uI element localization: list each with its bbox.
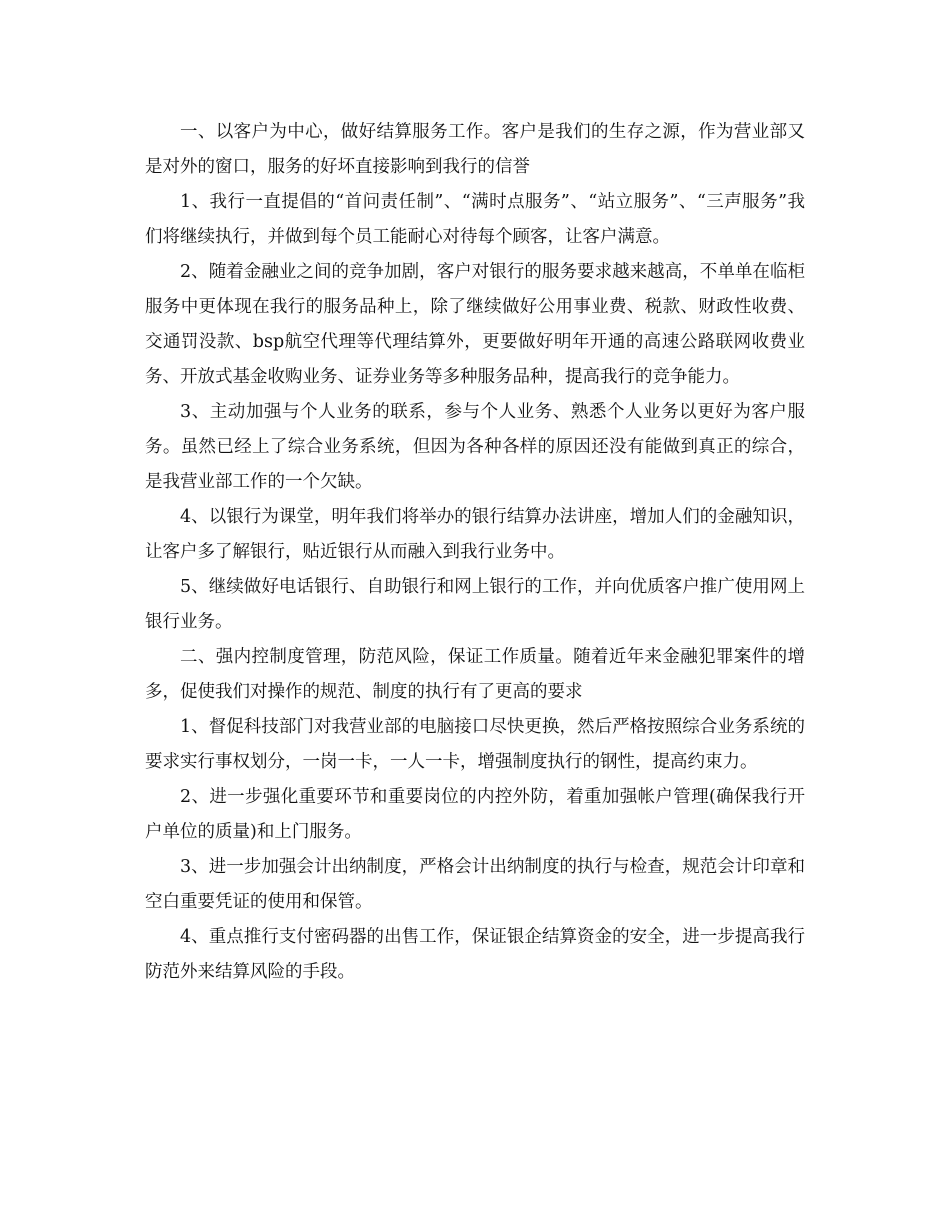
document-page xyxy=(145,115,805,990)
paragraph-item-5: 5、继续做好电话银行、自助银行和网上银行的工作，并向优质客户推广使用网上银行业务。 xyxy=(145,577,805,632)
paragraph-control-item-1: 1、督促科技部门对我营业部的电脑接口尽快更换，然后严格按照综合业务系统的要求实行事权划分，一岗一卡，一人一卡，增强制度执行的钢性，提高约束力。 xyxy=(145,717,805,772)
paragraph-item-3: 3、主动加强与个人业务的联系，参与个人业务、熟悉个人业务以更好为客户服务。虽然已经上了综合业务系统，但因为各种各样的原因还没有能做到真正的综合，是我营业部工作的一个欠缺。 xyxy=(145,402,805,492)
paragraph-item-2: 2、随着金融业之间的竞争加剧，客户对银行的服务要求越来越高，不单单在临柜服务中更体现在我行的服务品种上，除了继续做好公用事业费、税款、财政性收费、交通罚没款、bsp航空代理等代理结算外，更要做好明年开通的高速公路联网收费业务、开放式基金收购业务、证券业务等多种服务品种，提高我行的竞争能力。 xyxy=(145,262,805,387)
paragraph-item-4: 4、以银行为课堂，明年我们将举办的银行结算办法讲座，增加人们的金融知识，让客户多了解银行，贴近银行从而融入到我行业务中。 xyxy=(145,507,805,562)
paragraph-control-item-4: 4、重点推行支付密码器的出售工作，保证银企结算资金的安全，进一步提高我行防范外来结算风险的手段。 xyxy=(145,927,805,982)
section-heading-internal-control: 二、强内控制度管理，防范风险，保证工作质量。随着近年来金融犯罪案件的增多，促使我们对操作的规范、制度的执行有了更高的要求 xyxy=(145,647,805,702)
paragraph-control-item-2: 2、进一步强化重要环节和重要岗位的内控外防，着重加强帐户管理(确保我行开户单位的质量)和上门服务。 xyxy=(145,787,805,842)
section-heading-customer-service: 一、以客户为中心，做好结算服务工作。客户是我们的生存之源，作为营业部又是对外的窗口，服务的好坏直接影响到我行的信誉 xyxy=(145,122,805,177)
paragraph-item-1: 1、我行一直提倡的“首问责任制”、“满时点服务”、“站立服务”、“三声服务”我们将继续执行，并做到每个员工能耐心对待每个顾客，让客户满意。 xyxy=(145,192,805,247)
paragraph-control-item-3: 3、进一步加强会计出纳制度，严格会计出纳制度的执行与检查，规范会计印章和空白重要凭证的使用和保管。 xyxy=(145,857,805,912)
